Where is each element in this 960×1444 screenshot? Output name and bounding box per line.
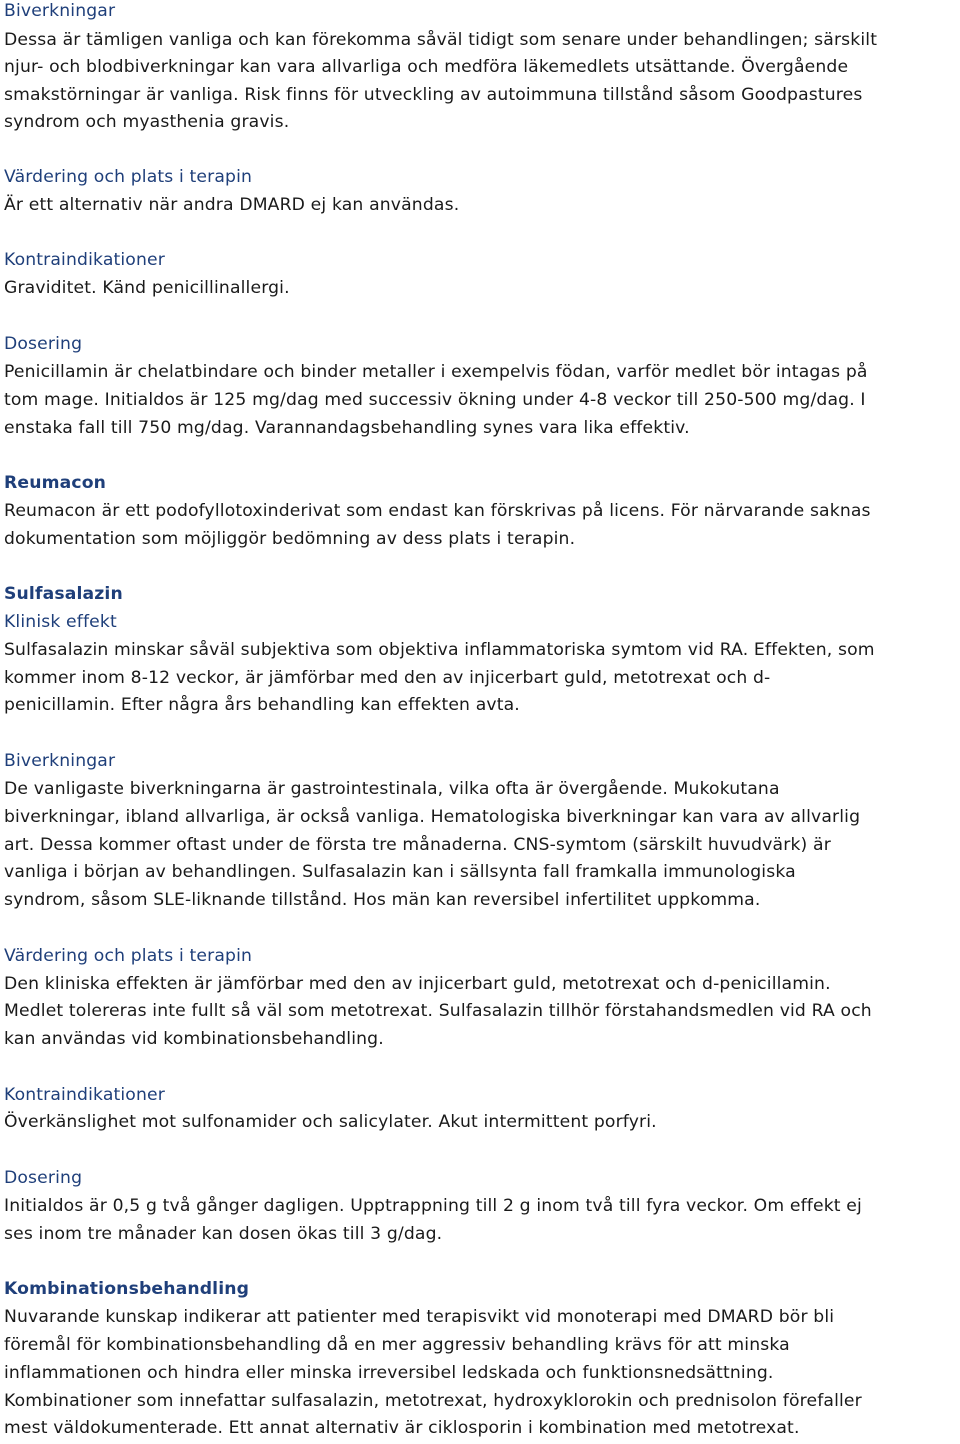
paragraph-line: enstaka fall till 750 mg/dag. Varannandagsbehandling synes vara lika effektiv. [4,418,690,438]
paragraph-line: ses inom tre månader kan dosen ökas till 3 g/dag. [4,1224,443,1244]
section-heading: Sulfasalazin [4,584,123,604]
paragraph-line: föremål för kombinationsbehandling då en mer aggressiv behandling krävs för att minska [4,1335,790,1355]
paragraph-line: mest väldokumenterade. Ett annat alternativ är ciklosporin i kombination med metotrexat. [4,1418,800,1438]
paragraph-line: Överkänslighet mot sulfonamider och salicylater. Akut intermittent porfyri. [4,1112,657,1132]
section-subheading: Dosering [4,334,83,354]
paragraph-line: syndrom och myasthenia gravis. [4,112,290,132]
paragraph-line: smakstörningar är vanliga. Risk finns för utveckling av autoimmuna tillstånd såsom Goodpastures [4,85,863,105]
paragraph-line: Den kliniska effekten är jämförbar med den av injicerbart guld, metotrexat och d-penicillamin. [4,974,831,994]
paragraph-line: Är ett alternativ när andra DMARD ej kan användas. [4,195,460,215]
section-heading: Reumacon [4,473,107,493]
paragraph-line: penicillamin. Efter några års behandling kan effekten avta. [4,695,520,715]
paragraph-line: Reumacon är ett podofyllotoxinderivat som endast kan förskrivas på licens. För närvarande saknas [4,501,871,521]
section-subheading: Värdering och plats i terapin [4,946,253,966]
section-subheading: Biverkningar [4,751,116,771]
paragraph-line: syndrom, såsom SLE-liknande tillstånd. Hos män kan reversibel infertilitet uppkomma. [4,890,761,910]
section-subheading: Kontraindikationer [4,250,165,270]
paragraph-line: Sulfasalazin minskar såväl subjektiva som objektiva inflammatoriska symtom vid RA. Effekten, som [4,640,875,660]
section-subheading: Värdering och plats i terapin [4,167,253,187]
paragraph-line: kommer inom 8-12 veckor, är jämförbar med den av injicerbart guld, metotrexat och d- [4,668,771,688]
paragraph-line: Kombinationer som innefattar sulfasalazin, metotrexat, hydroxyklorokin och prednisolon förefaller [4,1391,862,1411]
section-subheading: Kontraindikationer [4,1085,165,1105]
paragraph-line: Nuvarande kunskap indikerar att patienter med terapisvikt vid monoterapi med DMARD bör bli [4,1307,835,1327]
paragraph-line: Dessa är tämligen vanliga och kan förekomma såväl tidigt som senare under behandlingen; särskilt [4,30,878,50]
paragraph-line: Graviditet. Känd penicillinallergi. [4,278,290,298]
section-heading: Kombinationsbehandling [4,1279,250,1299]
section-subheading: Klinisk effekt [4,612,117,632]
paragraph-line: biverkningar, ibland allvarliga, är också vanliga. Hematologiska biverkningar kan vara av allvarlig [4,807,861,827]
paragraph-line: Medlet tolereras inte fullt så väl som metotrexat. Sulfasalazin tillhör förstahandsmedlen vid RA och [4,1001,872,1021]
paragraph-line: inflammationen och hindra eller minska irreversibel ledskada och funktionsnedsättning. [4,1363,774,1383]
section-subheading: Biverkningar [4,1,116,21]
section-subheading: Dosering [4,1168,83,1188]
paragraph-line: tom mage. Initialdos är 125 mg/dag med successiv ökning under 4-8 veckor till 250-500 mg/dag. I [4,390,866,410]
paragraph-line: De vanligaste biverkningarna är gastrointestinala, vilka ofta är övergående. Mukokutana [4,779,780,799]
paragraph-line: art. Dessa kommer oftast under de första tre månaderna. CNS-symtom (särskilt huvudvärk) är [4,835,831,855]
paragraph-line: vanliga i början av behandlingen. Sulfasalazin kan i sällsynta fall framkalla immunologiska [4,862,796,882]
paragraph-line: Initialdos är 0,5 g två gånger dagligen. Upptrappning till 2 g inom två till fyra veckor. Om effekt ej [4,1196,862,1216]
paragraph-line: dokumentation som möjliggör bedömning av dess plats i terapin. [4,529,576,549]
paragraph-line: Penicillamin är chelatbindare och binder metaller i exempelvis födan, varför medlet bör intagas på [4,362,868,382]
paragraph-line: kan användas vid kombinationsbehandling. [4,1029,384,1049]
paragraph-line: njur- och blodbiverkningar kan vara allvarliga och medföra läkemedlets utsättande. Övergående [4,57,849,77]
